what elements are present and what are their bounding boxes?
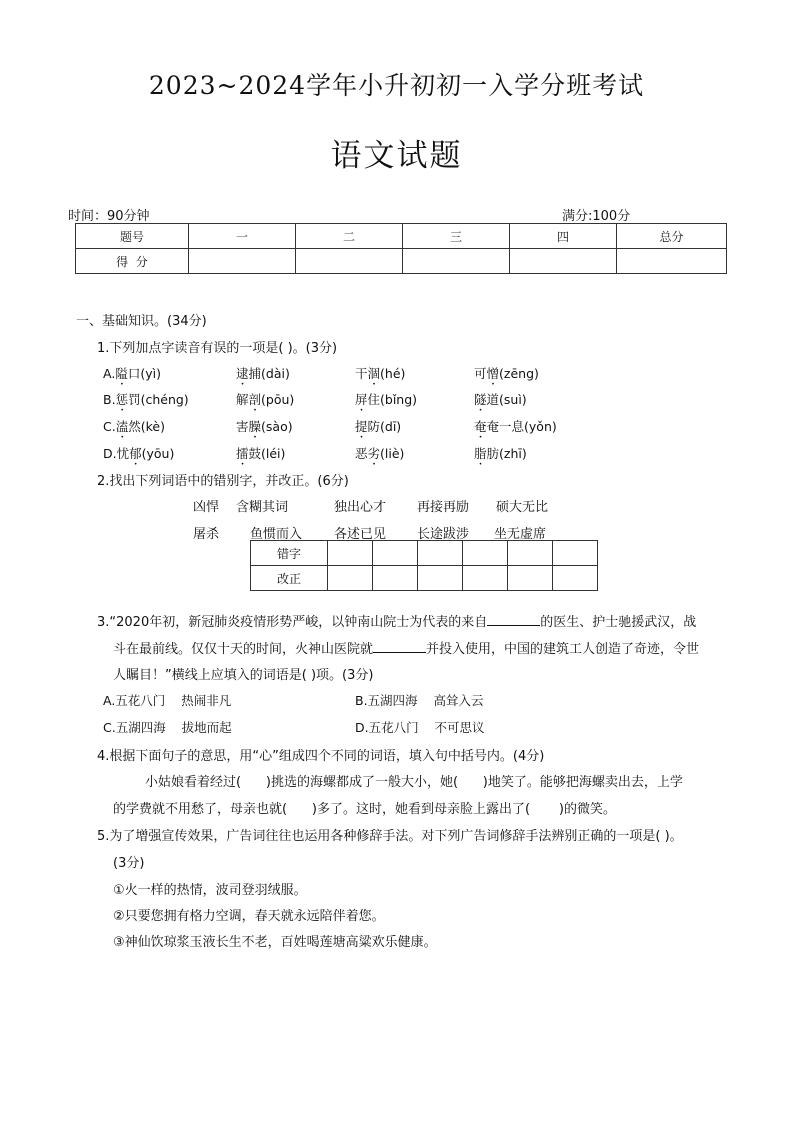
score-table-cell: 一 — [189, 224, 296, 249]
score-table-cell: 二 — [296, 224, 403, 249]
q1-a-4: 可憎(zēng) — [474, 366, 539, 381]
answer-cell[interactable] — [373, 541, 418, 566]
answer-cell[interactable] — [373, 566, 418, 591]
subject-title: 语文试题 — [330, 138, 463, 174]
answer-cell[interactable] — [418, 541, 463, 566]
answer-cell[interactable] — [463, 566, 508, 591]
score-table-cell: 总分 — [617, 224, 727, 249]
score-input-cell[interactable] — [403, 249, 510, 274]
correction-row-fix — [251, 566, 598, 591]
q1-d-3: 恶劣(liè) — [355, 446, 405, 461]
full-score: 满分:100分 — [562, 209, 631, 224]
q4-stem: 4.根据下面句子的意思，用“心”组成四个不同的词语，填入句中括号内。(4分) — [97, 749, 545, 764]
correction-table — [250, 540, 598, 591]
correction-label: 改正 — [251, 566, 328, 591]
answer-cell[interactable] — [328, 541, 373, 566]
answer-cell[interactable] — [508, 541, 553, 566]
q2-word: 再接再励 — [417, 500, 470, 515]
score-input-cell[interactable] — [189, 249, 296, 274]
q2-word: 凶悍 — [193, 500, 220, 515]
q5-points: (3分) — [113, 856, 145, 871]
q5-item-3: ③神仙饮琼浆玉液长生不老，百姓喝莲塘高粱欢乐健康。 — [113, 935, 437, 950]
q1-d-1: D.忧郁(yōu) — [103, 446, 175, 461]
section-1-title: 一、基础知识。(34分) — [76, 314, 207, 329]
q3-option-d: D.五花八门 不可思议 — [355, 720, 485, 735]
q1-a-3: 干涸(hé) — [355, 366, 406, 381]
score-input-cell[interactable] — [617, 249, 727, 274]
score-table — [75, 223, 727, 274]
answer-cell[interactable] — [328, 566, 373, 591]
q2-word: 鱼惯而入 — [250, 527, 303, 542]
answer-cell[interactable] — [508, 566, 553, 591]
q2-word: 含糊其词 — [236, 500, 289, 515]
q2-word: 屠杀 — [193, 527, 220, 542]
answer-cell[interactable] — [418, 566, 463, 591]
q1-d-2: 擂鼓(léi) — [236, 446, 286, 461]
score-label: 得 分 — [76, 249, 189, 274]
answer-cell[interactable] — [553, 541, 598, 566]
q1-b-2: 解剖(pōu) — [236, 392, 295, 407]
q1-a-2: 逮捕(dài) — [236, 366, 290, 381]
exam-title: 2023~2024学年小升初初一入学分班考试 — [148, 71, 645, 100]
q5-item-2: ②只要您拥有格力空调，春天就永远陪伴着您。 — [113, 909, 385, 924]
q2-word: 长途跋涉 — [417, 527, 470, 542]
score-table-cell: 三 — [403, 224, 510, 249]
q3-option-b: B.五湖四海 高耸入云 — [355, 693, 484, 708]
q1-c-2: 害臊(sào) — [236, 419, 293, 434]
score-table-header-row — [76, 224, 727, 249]
q3-line-2b: 并投入使用，中国的建筑工人创造了奇迹，令世 — [426, 642, 700, 657]
q3-line-2a: 斗在最前线。仅仅十天的时间，火神山医院就 — [113, 642, 374, 657]
q5-item-1: ①火一样的热情，波司登羽绒服。 — [113, 883, 307, 898]
q5-stem: 5.为了增强宣传效果，广告词往往也运用各种修辞手法。对下列广告词修辞手法辨别正确的一项是( )。 — [97, 829, 683, 844]
q1-c-3: 提防(dī) — [355, 419, 402, 434]
score-table-score-row — [76, 249, 727, 274]
q3-line-2 — [113, 638, 699, 657]
correction-row-wrong — [251, 541, 598, 566]
q2-word: 各述已见 — [334, 527, 387, 542]
q3-option-a: A.五花八门 热闹非凡 — [103, 693, 232, 708]
q1-d-4: 脂肪(zhī) — [474, 446, 527, 461]
q1-c-1: C.溘然(kè) — [103, 419, 165, 434]
correction-label: 错字 — [251, 541, 328, 566]
score-table-cell: 题号 — [76, 224, 189, 249]
q3-line-3: 人瞩目！”横线上应填入的词语是( )项。(3分) — [113, 668, 374, 683]
q1-b-3: 屏住(bǐng) — [355, 392, 418, 407]
q4-line-2: 的学费就不用愁了，母亲也就( )多了。这时，她看到母亲脸上露出了( )的微笑。 — [113, 802, 617, 817]
q3-option-c: C.五湖四海 拔地而起 — [103, 720, 232, 735]
q2-stem: 2.找出下列词语中的错别字，并改正。(6分) — [97, 474, 349, 489]
q3-line-1a: 3.“2020年初，新冠肺炎疫情形势严峻，以钟南山院士为代表的来自 — [97, 615, 488, 630]
q3-line-1b: 的医生、护士驰援武汉，战 — [540, 615, 697, 630]
score-table-cell: 四 — [510, 224, 617, 249]
answer-cell[interactable] — [553, 566, 598, 591]
answer-cell[interactable] — [463, 541, 508, 566]
answer-blank[interactable] — [487, 612, 540, 626]
q2-word: 独出心才 — [334, 500, 387, 515]
q1-b-1: B.惩罚(chéng) — [103, 392, 189, 407]
q2-word: 硕大无比 — [496, 500, 549, 515]
q1-b-4: 隧道(suì) — [474, 392, 527, 407]
q2-word: 坐无虚席 — [494, 527, 547, 542]
q1-stem: 1.下列加点字读音有误的一项是( )。(3分) — [97, 341, 338, 356]
q1-a-1: A.隘口(yì) — [103, 366, 161, 381]
answer-blank[interactable] — [373, 639, 426, 653]
exam-time: 时间：90分钟 — [68, 209, 150, 224]
q4-line-1: 小姑娘看着经过( )挑选的海螺都成了一般大小，她( )地笑了。能够把海螺卖出去，上学 — [145, 775, 683, 790]
q3-line-1 — [97, 611, 696, 630]
score-input-cell[interactable] — [296, 249, 403, 274]
score-input-cell[interactable] — [510, 249, 617, 274]
q1-c-4: 奄奄一息(yǒn) — [474, 419, 557, 434]
